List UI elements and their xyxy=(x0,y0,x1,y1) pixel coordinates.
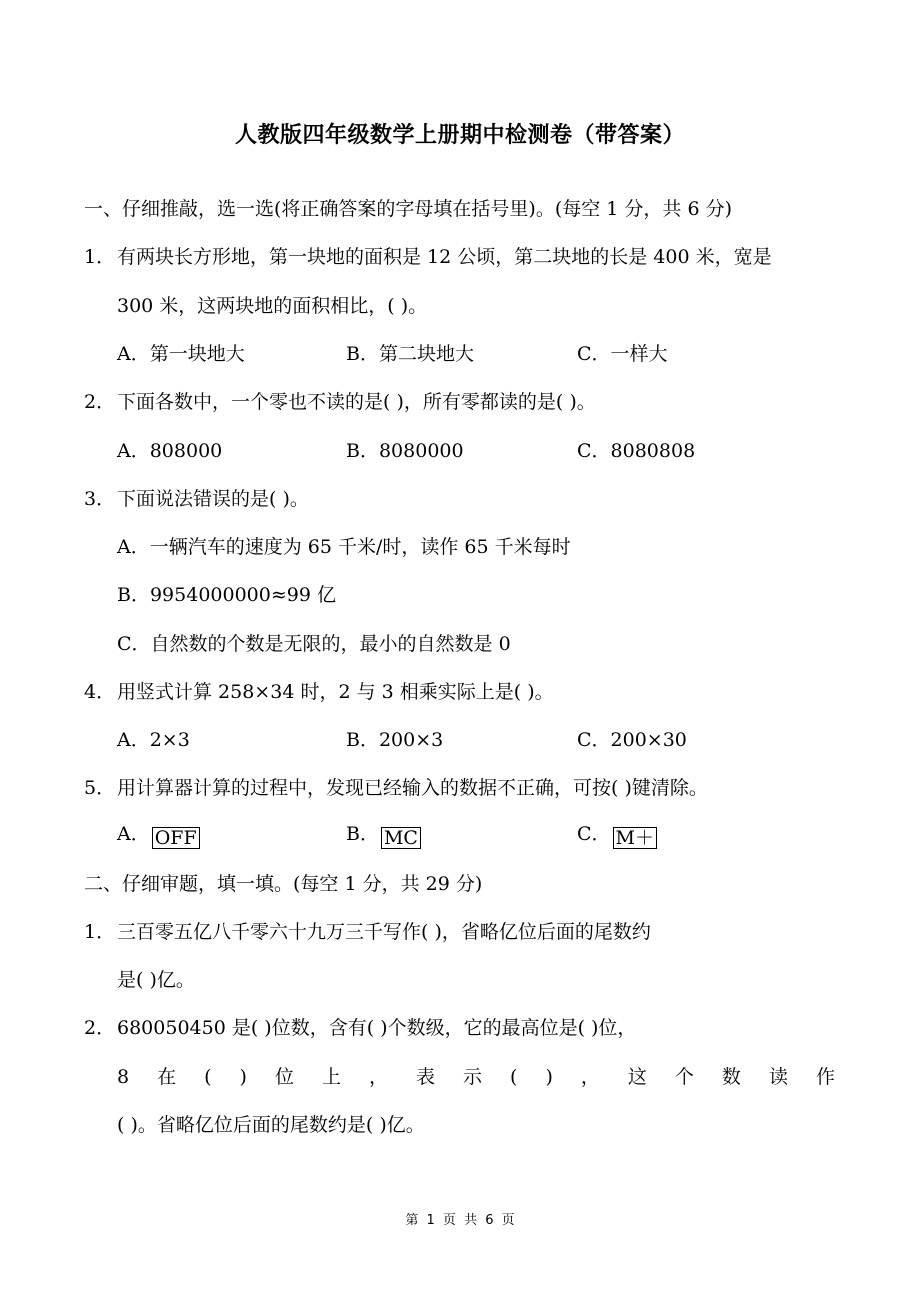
s2-q2-word: 在 xyxy=(157,1066,177,1088)
q5-text: 用计算器计算的过程中，发现已经输入的数据不正确，可按( )键清除。 xyxy=(117,777,708,799)
s2-q2-word: 表 xyxy=(416,1066,436,1088)
off-key-box: OFF xyxy=(152,827,200,849)
footer-word: 页 xyxy=(442,1213,456,1228)
q1-option-b: B．第二块地大 xyxy=(346,343,474,365)
s2-q2-word: ( xyxy=(510,1066,518,1088)
q3-text: 下面说法错误的是( )。 xyxy=(117,488,309,510)
s2-q2-word: 数 xyxy=(721,1066,741,1088)
s2-q2-line1 xyxy=(84,1016,636,1040)
q5-number: 5． xyxy=(84,777,116,799)
mplus-key-box: M＋ xyxy=(613,827,657,849)
s2-q2-line3: ( )。省略亿位后面的尾数约是( )亿。 xyxy=(117,1114,425,1136)
q4-option-b: B．200×3 xyxy=(346,729,444,751)
s2-q2-word: 作 xyxy=(815,1066,835,1088)
q1-option-c: C．一样大 xyxy=(577,343,668,365)
mc-key-box: MC xyxy=(381,827,421,849)
page-title: 人教版四年级数学上册期中检测卷（带答案） xyxy=(234,123,685,148)
s2-q2-text: 680050450 是( )位数，含有( )个数级，它的最高位是( )位， xyxy=(117,1017,637,1039)
s2-q2-word: 上 xyxy=(321,1066,341,1088)
s2-q2-word: 这 xyxy=(627,1066,647,1088)
q3-option-a: A．一辆汽车的速度为 65 千米/时，读作 65 千米每时 xyxy=(117,536,571,558)
s2-q1-line2: 是( )亿。 xyxy=(117,969,195,991)
q1-option-a: A．第一块地大 xyxy=(117,343,245,365)
q4-line xyxy=(84,680,554,704)
q4-number: 4． xyxy=(84,681,116,703)
q4-option-a: A．2×3 xyxy=(117,729,190,751)
s2-q2-word: 8 xyxy=(117,1066,130,1088)
footer-page-number: 1 xyxy=(426,1213,435,1228)
s2-q2-word: ) xyxy=(545,1066,553,1088)
q2-text: 下面各数中，一个零也不读的是( )，所有零都读的是( )。 xyxy=(117,391,596,413)
s2-q2-word: 读 xyxy=(768,1066,788,1088)
q3-number: 3． xyxy=(84,488,116,510)
s2-q2-line2 xyxy=(117,1065,835,1089)
s2-q2-word: 示 xyxy=(463,1066,483,1088)
s2-q1-number: 1． xyxy=(84,921,116,943)
q1-line2: 300 米，这两块地的面积相比，( )。 xyxy=(117,295,428,317)
q1-text: 有两块长方形地，第一块地的面积是 12 公顷，第二块地的长是 400 米，宽是 xyxy=(117,246,772,268)
q3-option-b: B．9954000000≈99 亿 xyxy=(117,584,336,606)
q3-line xyxy=(84,487,309,511)
q2-option-c: C．8080808 xyxy=(577,440,696,462)
s2-q2-word: ) xyxy=(239,1066,247,1088)
section1-heading: 一、仔细推敲，选一选(将正确答案的字母填在括号里)。(每空 1 分，共 6 分) xyxy=(84,198,732,220)
footer-word: 共 xyxy=(464,1213,478,1228)
q2-number: 2． xyxy=(84,391,116,413)
s2-q2-number: 2． xyxy=(84,1017,116,1039)
q5-line xyxy=(84,776,708,800)
s2-q2-word: ， xyxy=(580,1066,600,1088)
q4-option-c: C．200×30 xyxy=(577,729,687,751)
q5-option-c-label: C． xyxy=(577,823,611,845)
q2-option-a: A．808000 xyxy=(117,440,223,462)
s2-q2-word: ( xyxy=(204,1066,212,1088)
page-footer xyxy=(0,1209,920,1228)
q2-line xyxy=(84,390,596,414)
s2-q2-word: 个 xyxy=(674,1066,694,1088)
q4-text: 用竖式计算 258×34 时，2 与 3 相乘实际上是( )。 xyxy=(117,681,554,703)
footer-total-pages: 6 xyxy=(485,1213,494,1228)
footer-word: 页 xyxy=(501,1213,515,1228)
s2-q2-word: 位 xyxy=(274,1066,294,1088)
q3-option-c: C．自然数的个数是无限的，最小的自然数是 0 xyxy=(117,633,511,655)
footer-word: 第 xyxy=(405,1213,419,1228)
section2-heading: 二、仔细审题，填一填。(每空 1 分，共 29 分) xyxy=(84,873,483,895)
q2-option-b: B．8080000 xyxy=(346,440,464,462)
q5-option-b xyxy=(346,822,421,849)
s2-q1-text: 三百零五亿八千零六十九万三千写作( )，省略亿位后面的尾数约 xyxy=(117,921,651,943)
q5-option-b-label: B． xyxy=(346,823,379,845)
s2-q2-word: ， xyxy=(368,1066,388,1088)
s2-q1-line1 xyxy=(84,920,651,944)
q5-option-a-label: A． xyxy=(117,823,150,845)
q5-option-c xyxy=(577,822,657,849)
q1-number: 1． xyxy=(84,246,116,268)
q1-line1 xyxy=(84,245,772,269)
q5-option-a xyxy=(117,822,200,849)
